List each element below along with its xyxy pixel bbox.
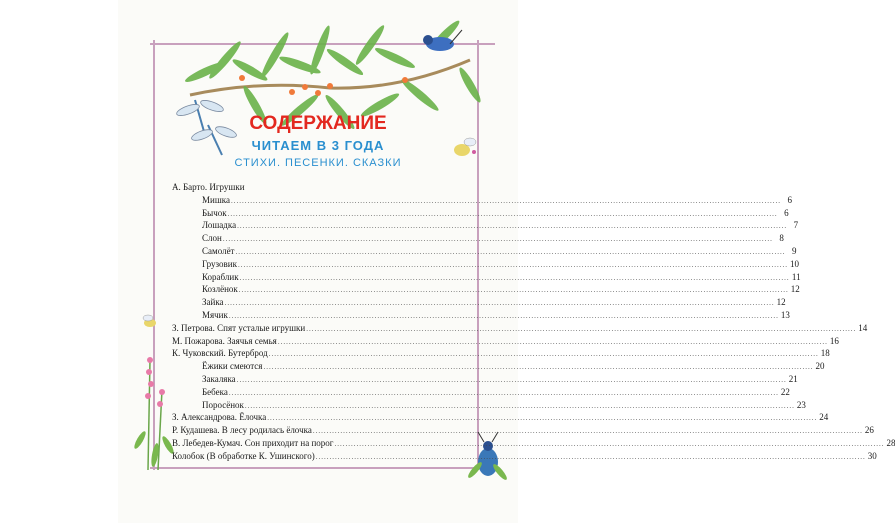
toc-dot-leader: ........................................................................................................................................................................................................ [244, 401, 795, 410]
toc-entry[interactable] [172, 296, 786, 309]
toc-page-number: 24 [819, 412, 829, 423]
toc-dot-leader: ........................................................................................................................................................................................................ [237, 222, 788, 231]
toc-entry[interactable] [172, 424, 874, 437]
toc-page-number: 14 [858, 322, 868, 333]
table-of-contents [172, 181, 895, 463]
toc-entry[interactable] [172, 360, 825, 373]
toc-page-number: 12 [790, 284, 800, 295]
toc-dot-leader: ........................................................................................................................................................................................................ [315, 452, 866, 461]
toc-page-number: 7 [793, 220, 799, 231]
toc-page-number: 12 [776, 297, 786, 308]
toc-entry-title: Р. Кудашева. В лесу родилась ёлочка [172, 425, 312, 436]
toc-page-number: 26 [864, 425, 874, 436]
toc-page-number: 11 [791, 271, 801, 282]
toc-dot-leader: ........................................................................................................................................................................................................ [228, 388, 779, 397]
toc-dot-leader: ........................................................................................................................................................................................................ [224, 299, 775, 308]
toc-entry-title: Ёжики смеются [202, 361, 263, 372]
toc-entry[interactable] [172, 309, 790, 322]
toc-page-number: 9 [792, 245, 797, 256]
toc-page-number: 23 [796, 399, 806, 410]
toc-entry-title: З. Александрова. Ёлочка [172, 412, 267, 423]
toc-entry-title: А. Барто. Игрушки [172, 182, 245, 192]
toc-dot-leader: ........................................................................................................................................................................................................ [334, 439, 885, 448]
book-subtitle: ЧИТАЕМ В 3 ГОДА [251, 138, 385, 153]
toc-entry[interactable] [172, 437, 895, 450]
toc-entry-title: М. Пожарова. Заячья семья [172, 335, 277, 346]
toc-entry-title: Бебека [202, 386, 228, 397]
toc-page-number: 18 [820, 348, 830, 359]
toc-entry-title: Козлёнок [202, 284, 238, 295]
toc-page-number: 22 [780, 386, 790, 397]
toc-entry-title: Слон [202, 233, 222, 244]
toc-page-number: 8 [779, 233, 784, 244]
toc-dot-leader: ........................................................................................................................................................................................................ [267, 414, 818, 423]
toc-dot-leader: ........................................................................................................................................................................................................ [227, 209, 778, 218]
toc-page-number: 13 [780, 309, 790, 320]
toc-dot-leader: ........................................................................................................................................................................................................ [237, 260, 788, 269]
toc-dot-leader: ........................................................................................................................................................................................................ [263, 363, 814, 372]
contents-title: СОДЕРЖАНИЕ [249, 113, 387, 134]
toc-entry-title: Закаляка [202, 373, 236, 384]
toc-entry[interactable] [172, 399, 806, 412]
toc-entry-title: Колобок (В обработке К. Ушинского) [172, 450, 315, 461]
toc-entry[interactable] [172, 271, 801, 284]
toc-page-number: 6 [784, 207, 789, 218]
toc-page-number: 28 [886, 437, 895, 448]
toc-page-number: 20 [815, 361, 825, 372]
toc-entry-title: Мячик [202, 309, 228, 320]
toc-entry[interactable] [172, 373, 798, 386]
toc-entry-title: В. Лебедев-Кумач. Сон приходит на порог [172, 437, 334, 448]
toc-entry[interactable] [172, 322, 868, 335]
toc-entry[interactable] [172, 450, 877, 463]
toc-entry[interactable] [172, 232, 784, 245]
toc-entry[interactable] [172, 194, 792, 207]
toc-entry[interactable] [172, 245, 797, 258]
toc-entry-title: Зайка [202, 297, 224, 308]
toc-entry[interactable] [172, 258, 799, 271]
toc-entry-title: Самолёт [202, 245, 235, 256]
toc-page-number: 30 [867, 450, 877, 461]
toc-entry-title: К. Чуковский. Бутерброд [172, 348, 268, 359]
toc-dot-leader: ........................................................................................................................................................................................................ [222, 235, 773, 244]
toc-entry[interactable] [172, 207, 789, 220]
toc-entry[interactable] [172, 219, 799, 232]
toc-page-number: 21 [788, 373, 798, 384]
toc-entry[interactable] [172, 411, 829, 424]
toc-entry-title: Бычок [202, 207, 227, 218]
toc-entry-title: Грузовик [202, 258, 237, 269]
toc-entry[interactable] [172, 335, 839, 348]
toc-dot-leader: ........................................................................................................................................................................................................ [235, 247, 786, 256]
toc-dot-leader: ........................................................................................................................................................................................................ [236, 375, 787, 384]
toc-dot-leader: ........................................................................................................................................................................................................ [268, 350, 819, 359]
toc-entry-title: Кораблик [202, 271, 239, 282]
toc-entry-title: З. Петрова. Спят усталые игрушки [172, 322, 306, 333]
toc-entry-title: Поросёнок [202, 399, 244, 410]
toc-page-number: 6 [787, 194, 792, 205]
toc-entry-title: Мишка [202, 194, 230, 205]
toc-entry[interactable] [172, 181, 470, 194]
toc-entry-title: Лошадка [202, 220, 237, 231]
toc-entry[interactable] [172, 283, 800, 296]
toc-page-number: 16 [829, 335, 839, 346]
toc-entry[interactable] [172, 386, 790, 399]
book-subtitle-genres: СТИХИ. ПЕСЕНКИ. СКАЗКИ [234, 157, 402, 169]
toc-dot-leader: ........................................................................................................................................................................................................ [277, 337, 828, 346]
toc-page-number: 10 [789, 258, 799, 269]
toc-dot-leader: ........................................................................................................................................................................................................ [230, 196, 781, 205]
toc-dot-leader: ........................................................................................................................................................................................................ [312, 427, 863, 436]
toc-dot-leader: ........................................................................................................................................................................................................ [238, 286, 789, 295]
toc-entry[interactable] [172, 347, 830, 360]
toc-dot-leader: ........................................................................................................................................................................................................ [228, 311, 779, 320]
toc-dot-leader: ........................................................................................................................................................................................................ [239, 273, 790, 282]
toc-dot-leader: ........................................................................................................................................................................................................ [306, 324, 857, 333]
